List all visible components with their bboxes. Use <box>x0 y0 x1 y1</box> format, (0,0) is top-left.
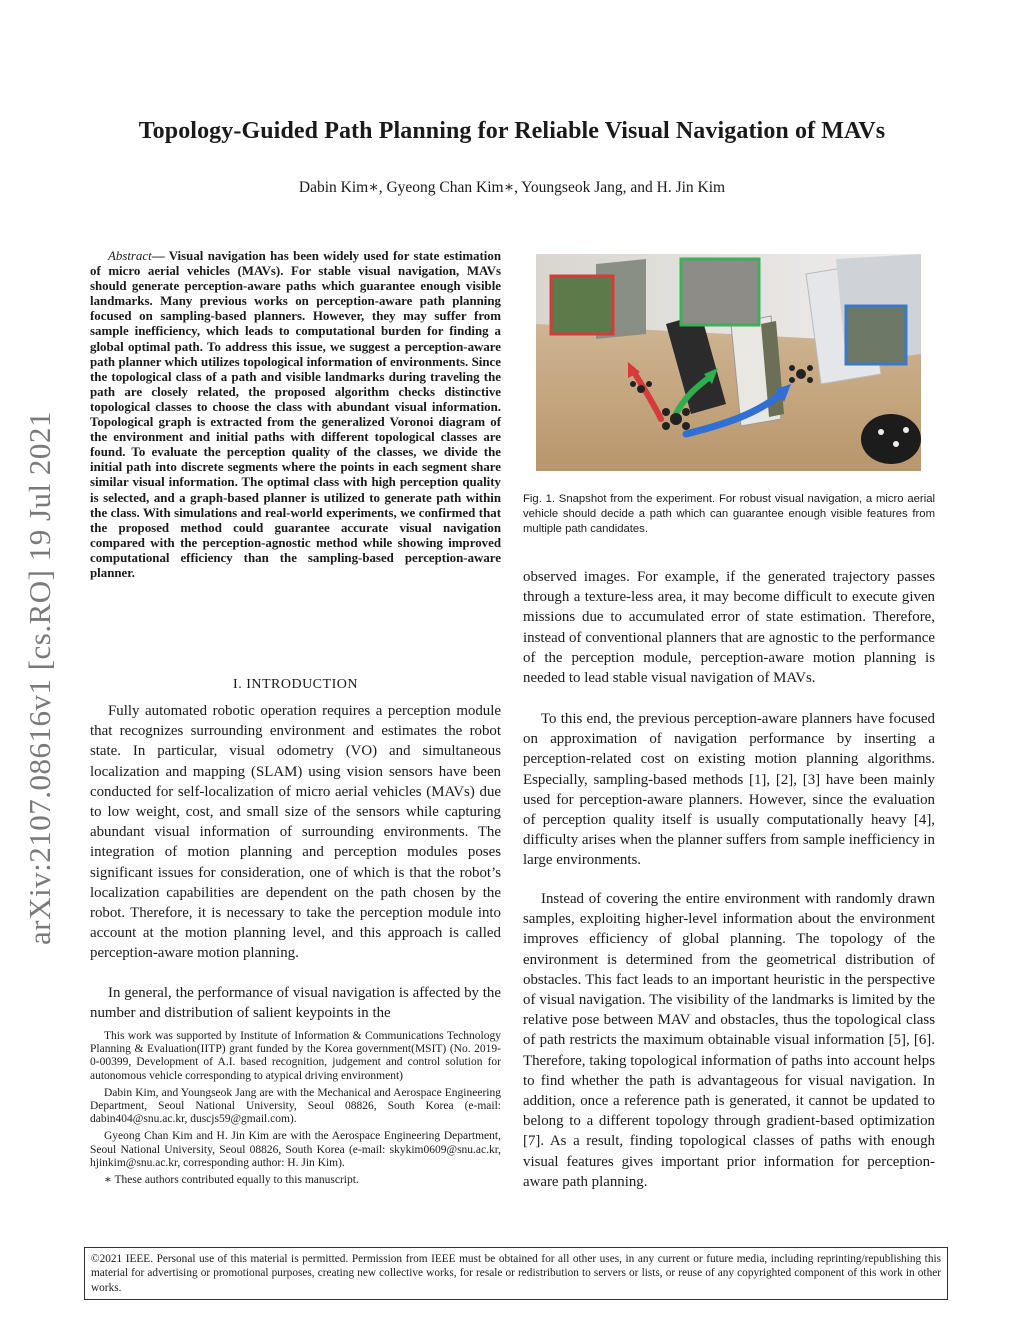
arxiv-identifier: arXiv:2107.08616v1 [cs.RO] 19 Jul 2021 <box>22 411 57 945</box>
right-paragraph-3: Instead of covering the entire environment with randomly drawn samples, exploiting higher-level information about the environment improves efficiency of global planning. The topology of the environment is determined from the geometrical distribution of obstacles. This fact leads to an important heuristic in the perspective of visual navigation. The visibility of the landmarks is limited by the relative pose between MAV and obstacles, thus the topological class of path restricts the maximum obtainable visual information [5], [6]. Therefore, taking topological information of paths into account helps to find whether the path is advantageous for visual navigation. In addition, once a reference path is generated, it cannot be updated to belong to a different topology through gradient-based optimization [7]. As a result, finding topological classes of paths with enough visual features gives important prior information for perception-aware path planning. <box>523 891 935 1190</box>
copyright-notice: ©2021 IEEE. Personal use of this material is permitted. Permission from IEEE must be obtained for all other uses, in any current or future media, including reprinting/republishing this material for advertising or promotional purposes, creating new collective works, for resale or redistribution to servers or lists, or reuse of any copyrighted component of this work in other works. <box>84 1247 948 1300</box>
footnote-affiliation-2: Gyeong Chan Kim and H. Jin Kim are with the Aerospace Engineering Department, Seoul National University, Seoul 08826, South Korea (e-mail: skykim0609@snu.ac.kr, hjinkim@snu.ac.kr, corresponding author: H. Jin Kim). <box>90 1130 501 1169</box>
footnote-equal-contribution: ∗ These authors contributed equally to this manuscript. <box>104 1174 359 1187</box>
abstract-lead: Abstract <box>108 249 152 263</box>
paper-authors: Dabin Kim∗, Gyeong Chan Kim∗, Youngseok Jang, and H. Jin Kim <box>298 179 726 196</box>
right-paragraph-1: observed images. For example, if the generated trajectory passes through a texture-less area, it may become difficult to execute given missions due to accumulated error of state estimation. Therefore, instead of conventional planners that are agnostic to the performance of the perception module, perception-aware motion planning is needed to lead stable visual navigation of MAVs. <box>523 569 935 687</box>
red-inset-box <box>551 276 613 334</box>
intro-paragraph-1: Fully automated robotic operation requires a perception module that recognizes surrounding environment and estimates the robot state. In particular, visual odometry (VO) and simultaneous localization and mapping (SLAM) using vision sensors have been conducted for self-localization of micro aerial vehicles (MAVs) due to low weight, cost, and small size of the sensors while capturing abundant visual information of surrounding environments. The integration of motion planning and perception modules poses significant issues for consideration, one of which is that the robot’s localization capabilities are dependent on the path chosen by the robot. Therefore, it is necessary to take the perception module into account at the motion planning level, and this approach is called perception-aware motion planning. <box>90 703 501 962</box>
blue-inset-box <box>846 306 906 364</box>
footnotes <box>90 1030 501 1191</box>
figure-1-image <box>536 254 921 471</box>
green-inset-box <box>681 259 759 325</box>
section-heading-introduction: I. INTRODUCTION <box>233 677 358 692</box>
figure-1-caption: Fig. 1. Snapshot from the experiment. For robust visual navigation, a micro aerial vehicle should decide a path which can guarantee enough visible features from multiple path candidates. <box>523 493 935 535</box>
paper-title: Topology-Guided Path Planning for Reliable Visual Navigation of MAVs <box>138 118 886 144</box>
abstract-text: — Visual navigation has been widely used for state estimation of micro aerial vehicles (MAVs). For stable visual navigation, MAVs should generate perception-aware paths which guarantee enough visible landmarks. Many previous works on perception-aware path planning focused on sampling-based planners. However, they may suffer from sample inefficiency, which leads to computational burden for finding a global optimal path. To address this issue, we suggest a perception-aware path planner which utilizes topological information of environments. Since the topological class of a path and visible landmarks during traveling the path are closely related, the proposed algorithm checks distinctive topological classes to choose the class with abundant visual information. Topological graph is extracted from the generalized Voronoi diagram of the environment and initial paths with different topological classes are found. To evaluate the perception quality of the classes, we divide the initial path into discrete segments where the points in each segment share similar visual information. The optimal class with high perception quality is selected, and a graph-based planner is utilized to generate path within the class. With simulations and real-world experiments, we confirmed that the proposed method could guarantee accurate visual navigation compared with the perception-agnostic method while showing improved computational efficiency than the sampling-based perception-aware planner. <box>90 249 501 580</box>
abstract <box>90 249 501 581</box>
intro-paragraph-2: In general, the performance of visual navigation is affected by the number and distribution of salient keypoints in the <box>90 985 501 1022</box>
footnote-affiliation-1: Dabin Kim, and Youngseok Jang are with the Mechanical and Aerospace Engineering Department, Seoul National University, Seoul 08826, South Korea (e-mail: dabin404@snu.ac.kr, duscjs59@gmail.com). <box>90 1086 501 1126</box>
footnote-funding: This work was supported by Institute of Information & Communications Technology Planning & Evaluation(IITP) grant funded by the Korea government(MSIT) (No. 2019-0-00399, Development of A.I. based recognition, judgement and control solution for autonomous vehicle corresponding to atypical driving environment) <box>90 1030 501 1082</box>
right-paragraph-2: To this end, the previous perception-aware planners have focused on approximation of navigation performance by inserting a perception-related cost on existing motion planning algorithms. Especially, sampling-based methods [1], [2], [3] have been mainly used for perception-aware planners. However, since the evaluation of perception quality itself is usually computationally heavy [4], difficulty arises when the planner suffers from sample inefficiency in large environments. <box>523 711 935 869</box>
